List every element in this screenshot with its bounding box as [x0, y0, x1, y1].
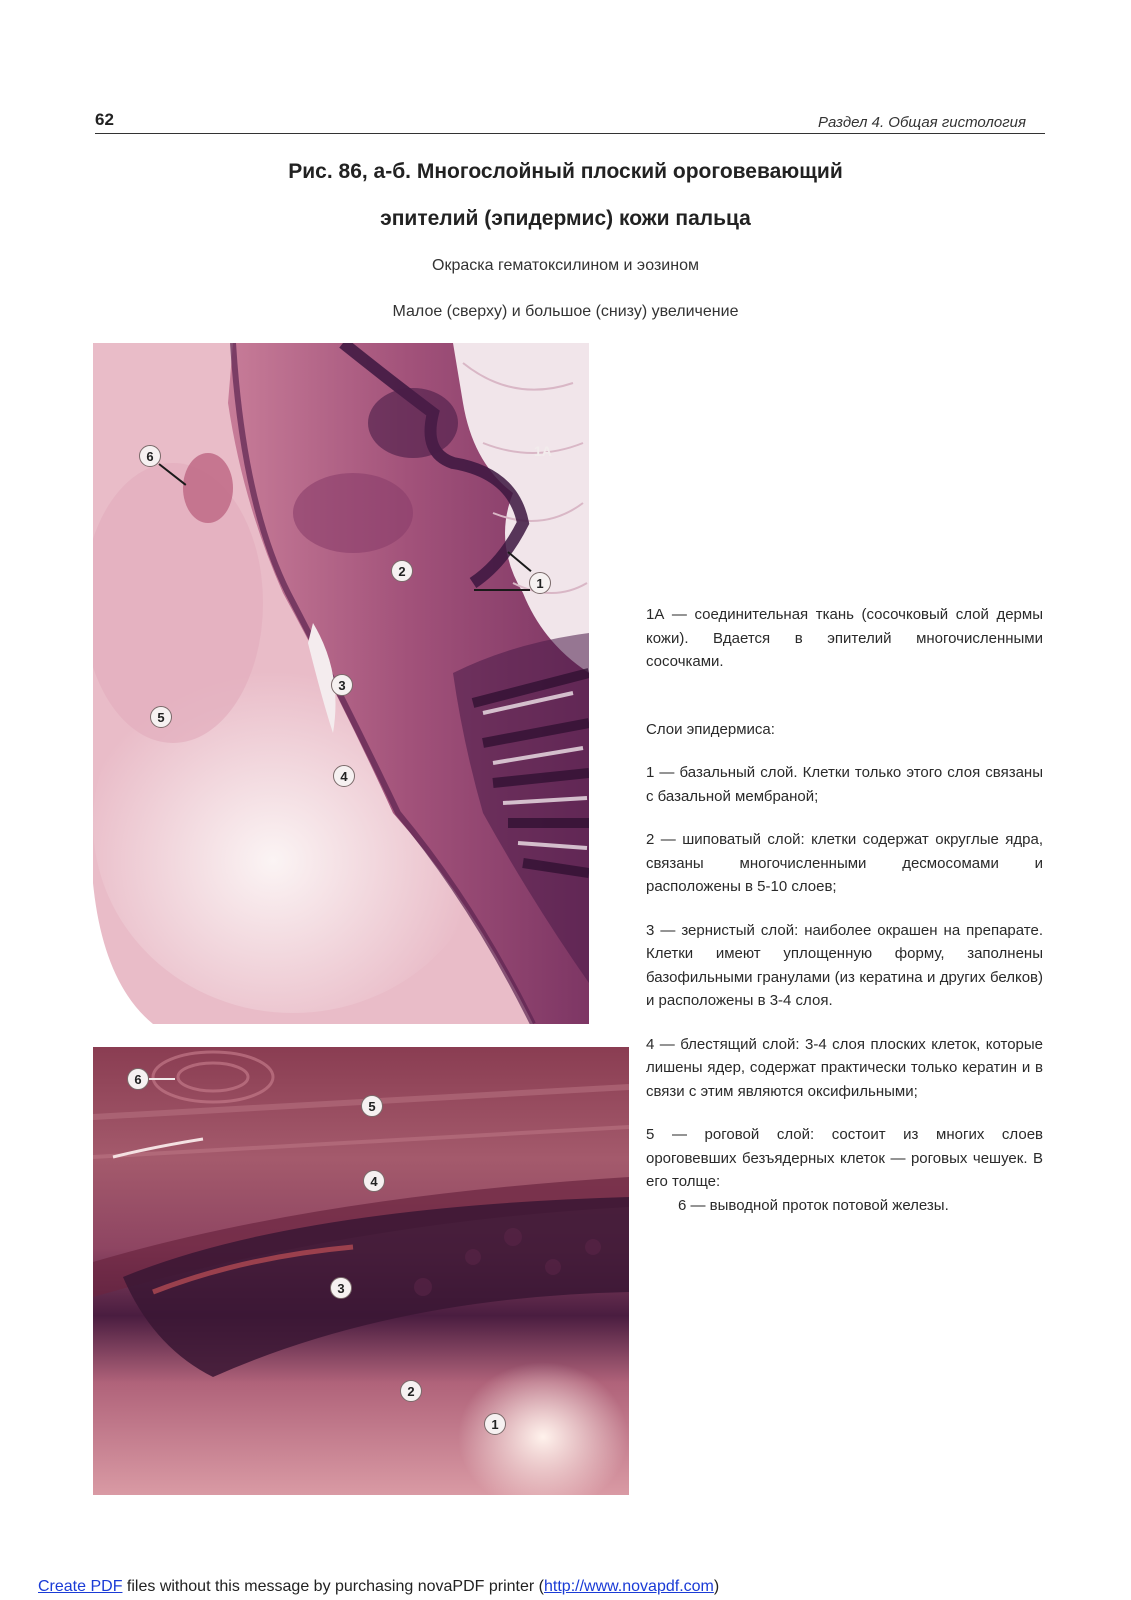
- footer-notice: [38, 1578, 719, 1596]
- legend-item-6: 6 — выводной проток потовой железы.: [678, 1196, 949, 1214]
- marker-3-bottom: 3: [330, 1277, 352, 1299]
- legend-intro: 1А — соединительная ткань (сосочковый слой дермы кожи). Вдается в эпителий многочисленными сосочками.: [646, 606, 1043, 670]
- legend-item-1: 1 — базальный слой. Клетки только этого слоя связаны с базальной мембраной;: [646, 764, 1043, 805]
- micrograph-high-magnification: [93, 1047, 629, 1495]
- legend-item-3: 3 — зернистый слой: наиболее окрашен на препарате. Клетки имеют уплощенную форму, заполнены базофильными гранулами (из кератина и других белков) и расположены в 3-4 слоя.: [646, 921, 1043, 1009]
- legend-item-4: 4 — блестящий слой: 3-4 слоя плоских клеток, которые лишены ядер, содержат практически только кератин и в связи с этим являются оксифильными;: [646, 1035, 1043, 1100]
- marker-1-top: 1: [529, 572, 551, 594]
- leader-6-bottom: [149, 1078, 175, 1080]
- marker-1a-top: 1А: [534, 443, 552, 459]
- marker-5-top: 5: [150, 706, 172, 728]
- marker-2-bottom: 2: [400, 1380, 422, 1402]
- novapdf-link[interactable]: http://www.novapdf.com: [544, 1578, 714, 1595]
- marker-3-top: 3: [331, 674, 353, 696]
- micrograph-high-graphic: [93, 1047, 629, 1495]
- marker-1-bottom: 1: [484, 1413, 506, 1435]
- footer-text-end: ): [713, 1578, 720, 1595]
- figure-stain: Окраска гематоксилином и эозином: [432, 257, 699, 274]
- figure-magnification: Малое (сверху) и большое (снизу) увеличение: [392, 303, 739, 320]
- create-pdf-link[interactable]: Create PDF: [38, 1578, 123, 1595]
- micrograph-low-magnification: [93, 343, 589, 1024]
- marker-4-bottom: 4: [363, 1170, 385, 1192]
- legend-item-2: 2 — шиповатый слой: клетки содержат округлые ядра, связаны многочисленными десмосомами и расположены в 5-10 слоев;: [646, 831, 1043, 895]
- legend-item-5: 5 — роговой слой: состоит из многих слоев ороговевших безъядерных клеток — роговых чешуек. В его толще:: [646, 1126, 1043, 1190]
- marker-6-bottom: 6: [127, 1068, 149, 1090]
- section-title: Раздел 4. Общая гистология: [818, 114, 1026, 131]
- marker-2-top: 2: [391, 560, 413, 582]
- page-number: 62: [95, 110, 114, 129]
- leader-1-top-a: [474, 589, 530, 591]
- legend-layers-heading: Слои эпидермиса:: [646, 720, 775, 738]
- figure-title-line-2: эпителий (эпидермис) кожи пальца: [380, 207, 751, 230]
- header-rule: [95, 133, 1045, 134]
- marker-6-top: 6: [139, 445, 161, 467]
- legend-text: [646, 603, 1043, 1217]
- footer-text: files without this message by purchasing novaPDF printer (: [122, 1578, 544, 1595]
- figure-title-line-1: Рис. 86, а-б. Многослойный плоский ороговевающий: [288, 160, 843, 183]
- marker-5-bottom: 5: [361, 1095, 383, 1117]
- marker-4-top: 4: [333, 765, 355, 787]
